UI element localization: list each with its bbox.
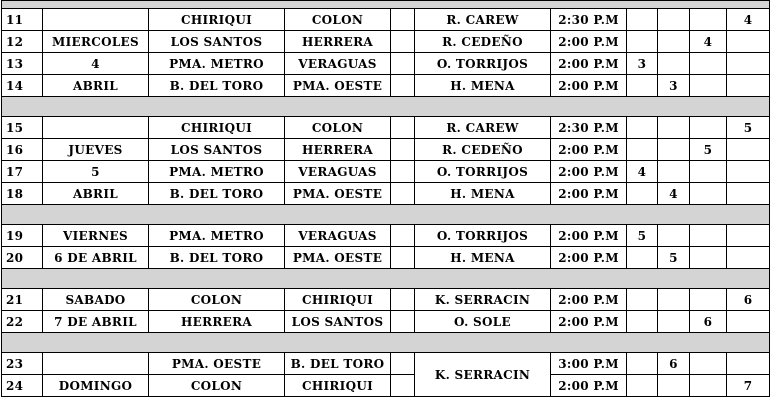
game-time: 2:00 P.M	[551, 31, 627, 53]
away-team: HERRERA	[285, 31, 391, 53]
umpire: K. SERRACIN	[415, 289, 551, 311]
game-time: 2:00 P.M	[551, 225, 627, 247]
umpire: R. CAREW	[415, 117, 551, 139]
blank-cell	[391, 353, 415, 375]
count-col-3: 6	[690, 311, 727, 333]
count-col-2	[658, 53, 690, 75]
count-col-4	[727, 75, 770, 97]
game-number: 16	[2, 139, 43, 161]
separator-band	[2, 333, 770, 353]
blank-cell	[391, 75, 415, 97]
top-separator-band	[2, 1, 770, 9]
count-col-4: 6	[727, 289, 770, 311]
game-number: 13	[2, 53, 43, 75]
away-team: VERAGUAS	[285, 53, 391, 75]
day-cell: 7 DE ABRIL	[43, 311, 149, 333]
count-col-3	[690, 117, 727, 139]
count-col-2: 4	[658, 183, 690, 205]
blank-cell	[391, 225, 415, 247]
count-col-3	[690, 225, 727, 247]
game-number: 24	[2, 375, 43, 397]
game-time: 2:00 P.M	[551, 139, 627, 161]
count-col-1	[627, 75, 658, 97]
count-col-3	[690, 353, 727, 375]
count-col-2	[658, 375, 690, 397]
separator-band	[2, 269, 770, 289]
separator-band	[2, 97, 770, 117]
count-col-4	[727, 353, 770, 375]
count-col-1	[627, 353, 658, 375]
blank-cell	[391, 31, 415, 53]
count-col-1	[627, 311, 658, 333]
count-col-4: 7	[727, 375, 770, 397]
game-time: 2:00 P.M	[551, 75, 627, 97]
day-cell: 6 DE ABRIL	[43, 247, 149, 269]
home-team: B. DEL TORO	[149, 183, 285, 205]
game-time: 2:30 P.M	[551, 117, 627, 139]
day-cell: ABRIL	[43, 183, 149, 205]
umpire: O. TORRIJOS	[415, 53, 551, 75]
count-col-3	[690, 9, 727, 31]
game-time: 2:00 P.M	[551, 183, 627, 205]
away-team: CHIRIQUI	[285, 289, 391, 311]
umpire: R. CEDEÑO	[415, 139, 551, 161]
count-col-4	[727, 53, 770, 75]
away-team: VERAGUAS	[285, 225, 391, 247]
count-col-2: 5	[658, 247, 690, 269]
umpire: O. SOLE	[415, 311, 551, 333]
schedule-rows	[2, 1, 770, 397]
schedule-table	[1, 0, 770, 397]
umpire: K. SERRACIN	[415, 353, 551, 397]
count-col-4	[727, 183, 770, 205]
count-col-1	[627, 117, 658, 139]
count-col-4: 4	[727, 9, 770, 31]
umpire: H. MENA	[415, 183, 551, 205]
day-cell: MIERCOLES	[43, 31, 149, 53]
game-time: 2:00 P.M	[551, 53, 627, 75]
game-time: 2:00 P.M	[551, 161, 627, 183]
game-number: 23	[2, 353, 43, 375]
table-row	[2, 375, 770, 397]
count-col-2	[658, 161, 690, 183]
game-time: 2:00 P.M	[551, 247, 627, 269]
away-team: PMA. OESTE	[285, 247, 391, 269]
table-row	[2, 31, 770, 53]
day-cell	[43, 9, 149, 31]
day-cell: VIERNES	[43, 225, 149, 247]
game-time: 2:00 P.M	[551, 311, 627, 333]
game-number: 19	[2, 225, 43, 247]
table-row	[2, 311, 770, 333]
day-separator	[2, 205, 770, 225]
game-number: 18	[2, 183, 43, 205]
count-col-4	[727, 139, 770, 161]
umpire: H. MENA	[415, 75, 551, 97]
home-team: PMA. OESTE	[149, 353, 285, 375]
umpire: O. TORRIJOS	[415, 161, 551, 183]
count-col-2	[658, 117, 690, 139]
count-col-4	[727, 161, 770, 183]
count-col-3: 4	[690, 31, 727, 53]
count-col-3	[690, 183, 727, 205]
away-team: COLON	[285, 9, 391, 31]
count-col-2	[658, 139, 690, 161]
game-number: 20	[2, 247, 43, 269]
count-col-1: 3	[627, 53, 658, 75]
blank-cell	[391, 53, 415, 75]
game-number: 14	[2, 75, 43, 97]
home-team: PMA. METRO	[149, 53, 285, 75]
count-col-4	[727, 31, 770, 53]
home-team: B. DEL TORO	[149, 75, 285, 97]
blank-cell	[391, 289, 415, 311]
away-team: HERRERA	[285, 139, 391, 161]
day-cell: ABRIL	[43, 75, 149, 97]
game-time: 2:30 P.M	[551, 9, 627, 31]
table-row	[2, 161, 770, 183]
away-team: PMA. OESTE	[285, 183, 391, 205]
count-col-2	[658, 9, 690, 31]
count-col-3	[690, 53, 727, 75]
home-team: LOS SANTOS	[149, 31, 285, 53]
table-row	[2, 53, 770, 75]
day-cell: DOMINGO	[43, 375, 149, 397]
day-cell: JUEVES	[43, 139, 149, 161]
count-col-1	[627, 183, 658, 205]
home-team: CHIRIQUI	[149, 117, 285, 139]
table-row	[2, 289, 770, 311]
home-team: B. DEL TORO	[149, 247, 285, 269]
home-team: HERRERA	[149, 311, 285, 333]
game-number: 22	[2, 311, 43, 333]
umpire: H. MENA	[415, 247, 551, 269]
count-col-1	[627, 139, 658, 161]
blank-cell	[391, 247, 415, 269]
day-separator	[2, 97, 770, 117]
blank-cell	[391, 311, 415, 333]
away-team: COLON	[285, 117, 391, 139]
game-time: 2:00 P.M	[551, 375, 627, 397]
home-team: CHIRIQUI	[149, 9, 285, 31]
away-team: CHIRIQUI	[285, 375, 391, 397]
table-row	[2, 9, 770, 31]
home-team: PMA. METRO	[149, 225, 285, 247]
day-cell: 5	[43, 161, 149, 183]
away-team: PMA. OESTE	[285, 75, 391, 97]
game-number: 17	[2, 161, 43, 183]
umpire: R. CAREW	[415, 9, 551, 31]
home-team: COLON	[149, 289, 285, 311]
home-team: PMA. METRO	[149, 161, 285, 183]
table-row	[2, 139, 770, 161]
away-team: B. DEL TORO	[285, 353, 391, 375]
count-col-4	[727, 225, 770, 247]
umpire: O. TORRIJOS	[415, 225, 551, 247]
count-col-4: 5	[727, 117, 770, 139]
umpire: R. CEDEÑO	[415, 31, 551, 53]
count-col-1	[627, 375, 658, 397]
blank-cell	[391, 139, 415, 161]
count-col-2	[658, 289, 690, 311]
table-row	[2, 353, 770, 375]
count-col-1	[627, 31, 658, 53]
away-team: LOS SANTOS	[285, 311, 391, 333]
count-col-3: 5	[690, 139, 727, 161]
table-row	[2, 225, 770, 247]
home-team: LOS SANTOS	[149, 139, 285, 161]
game-time: 2:00 P.M	[551, 289, 627, 311]
game-time: 3:00 P.M	[551, 353, 627, 375]
day-cell	[43, 117, 149, 139]
away-team: VERAGUAS	[285, 161, 391, 183]
home-team: COLON	[149, 375, 285, 397]
blank-cell	[391, 9, 415, 31]
blank-cell	[391, 117, 415, 139]
count-col-2	[658, 31, 690, 53]
day-cell: 4	[43, 53, 149, 75]
count-col-2: 3	[658, 75, 690, 97]
blank-cell	[391, 161, 415, 183]
count-col-1: 5	[627, 225, 658, 247]
separator-band	[2, 205, 770, 225]
day-separator	[2, 269, 770, 289]
table-row	[2, 117, 770, 139]
count-col-3	[690, 161, 727, 183]
blank-cell	[391, 375, 415, 397]
count-col-1	[627, 247, 658, 269]
game-number: 15	[2, 117, 43, 139]
day-separator	[2, 333, 770, 353]
table-row	[2, 183, 770, 205]
game-number: 21	[2, 289, 43, 311]
count-col-3	[690, 289, 727, 311]
count-col-2	[658, 311, 690, 333]
count-col-4	[727, 247, 770, 269]
count-col-1	[627, 289, 658, 311]
count-col-4	[727, 311, 770, 333]
blank-cell	[391, 183, 415, 205]
count-col-1: 4	[627, 161, 658, 183]
count-col-2: 6	[658, 353, 690, 375]
count-col-1	[627, 9, 658, 31]
table-row	[2, 247, 770, 269]
day-cell	[43, 353, 149, 375]
count-col-2	[658, 225, 690, 247]
count-col-3	[690, 247, 727, 269]
table-row	[2, 75, 770, 97]
day-cell: SABADO	[43, 289, 149, 311]
count-col-3	[690, 375, 727, 397]
count-col-3	[690, 75, 727, 97]
game-number: 12	[2, 31, 43, 53]
game-number: 11	[2, 9, 43, 31]
